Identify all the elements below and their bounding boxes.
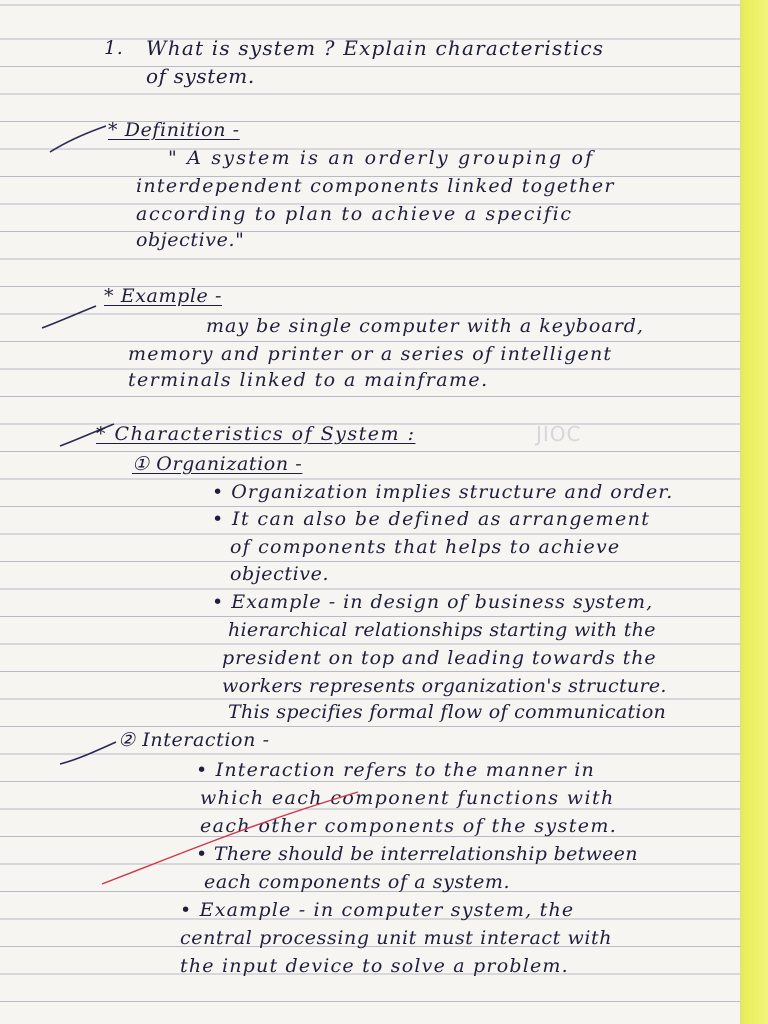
red-strike-line [100,788,360,888]
interaction-line-5: each components of a system. [204,871,511,893]
example-heading: * Example - [104,285,223,307]
interaction-heading: ② Interaction - [118,729,270,751]
interaction-line-2: which each component functions with [200,787,615,809]
question-line-2: of system. [146,64,255,88]
example-line-3: terminals linked to a mainframe. [128,369,489,391]
organization-line-8: workers represents organization's structure. [222,675,667,697]
organization-line-9: This specifies formal flow of communication [228,701,667,723]
definition-heading: * Definition - [108,119,240,141]
check-mark-icon [58,738,118,768]
margin-highlight-strip [740,0,768,1024]
question-line-1: What is system ? Explain characteristics [146,36,605,60]
interaction-line-6: • Example - in computer system, the [180,899,575,921]
organization-line-2: • It can also be defined as arrangement [212,508,651,530]
organization-line-6: hierarchical relationships starting with the [228,619,656,641]
example-line-2: memory and printer or a series of intelligent [128,343,613,365]
interaction-line-8: the input device to solve a problem. [180,955,569,977]
check-mark-icon [48,124,108,154]
organization-heading: ① Organization - [132,453,303,475]
interaction-line-1: • Interaction refers to the manner in [196,759,595,781]
check-mark-icon [38,302,98,332]
question-number: 1. [104,37,124,59]
interaction-line-3: each other components of the system. [200,815,618,837]
organization-line-1: • Organization implies structure and order. [212,481,674,503]
characteristics-heading: * Characteristics of System : [96,423,416,445]
interaction-line-7: central processing unit must interact with [180,927,613,949]
definition-line-4: objective." [136,229,245,251]
interaction-line-4: • There should be interrelationship between [196,843,638,865]
definition-line-2: interdependent components linked together [136,175,615,197]
definition-line-3: according to plan to achieve a specific [136,203,573,225]
organization-line-4: objective. [230,563,330,585]
definition-line-1: " A system is an orderly grouping of [168,147,595,169]
organization-line-3: of components that helps to achieve [230,536,621,558]
faded-stamp: JIOC [536,422,582,446]
example-line-1: may be single computer with a keyboard, [206,315,644,337]
organization-line-5: • Example - in design of business system, [212,591,654,613]
organization-line-7: president on top and leading towards the [222,647,657,669]
